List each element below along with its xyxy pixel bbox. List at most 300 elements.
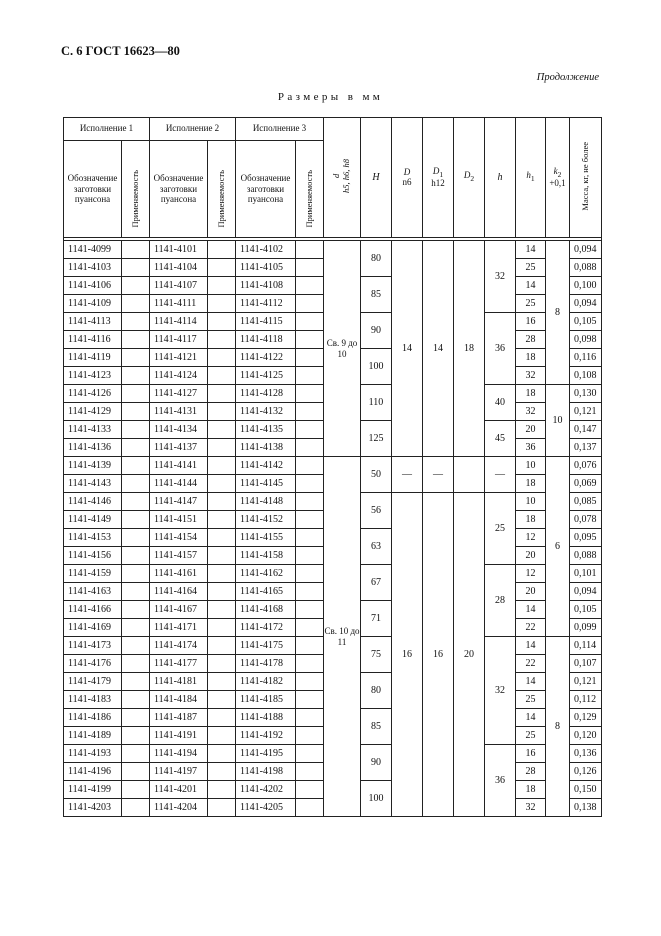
H-value: 125 [361,421,392,457]
applicability-1 [122,403,150,421]
applicability-1 [122,565,150,583]
applicability-3 [296,367,324,385]
h1-value: 25 [516,295,546,313]
d-range: Св. 10 до 11 [324,457,361,817]
k2-value: 8 [546,241,570,385]
designation-3: 1141-4148 [236,493,296,511]
applicability-1 [122,727,150,745]
designation-3: 1141-4118 [236,331,296,349]
designation-1: 1141-4159 [64,565,122,583]
H-value: 50 [361,457,392,493]
applicability-1 [122,763,150,781]
applicability-3 [296,493,324,511]
H-value: 110 [361,385,392,421]
h1-value: 32 [516,799,546,817]
h1-value: 16 [516,313,546,331]
designation-3: 1141-4158 [236,547,296,565]
designation-2: 1141-4184 [150,691,208,709]
applicability-1 [122,799,150,817]
designation-2: 1141-4161 [150,565,208,583]
designation-1: 1141-4183 [64,691,122,709]
designation-3: 1141-4178 [236,655,296,673]
h1-value: 28 [516,331,546,349]
h1-value: 12 [516,529,546,547]
col-d-header: d h5, h6, h8 [324,118,361,238]
mass-value: 0,095 [570,529,602,547]
H-value: 85 [361,277,392,313]
designation-1: 1141-4099 [64,241,122,259]
dimensions-table [63,117,602,817]
mass-value: 0,120 [570,727,602,745]
applicability-2 [208,277,236,295]
designation-3: 1141-4145 [236,475,296,493]
D-value: — [392,457,423,493]
mass-value: 0,121 [570,403,602,421]
h-value: 36 [485,745,516,817]
applicability-3 [296,475,324,493]
applicability-2 [208,259,236,277]
h1-value: 25 [516,727,546,745]
h1-value: 12 [516,565,546,583]
H-value: 100 [361,781,392,817]
applicability-1 [122,637,150,655]
h1-value: 18 [516,385,546,403]
designation-1: 1141-4196 [64,763,122,781]
designation-2: 1141-4164 [150,583,208,601]
mass-value: 0,094 [570,241,602,259]
col-designation-1: Обозначение заготовки пуансона [64,141,122,238]
designation-3: 1141-4135 [236,421,296,439]
mass-value: 0,094 [570,583,602,601]
H-value: 90 [361,313,392,349]
H-value: 56 [361,493,392,529]
D1-value: 14 [423,241,454,457]
designation-3: 1141-4125 [236,367,296,385]
designation-3: 1141-4188 [236,709,296,727]
applicability-3 [296,295,324,313]
applicability-1 [122,295,150,313]
designation-2: 1141-4171 [150,619,208,637]
k2-value: 10 [546,385,570,457]
continuation-label: Продолжение [536,72,599,83]
designation-3: 1141-4175 [236,637,296,655]
D2-value: 18 [454,241,485,457]
applicability-1 [122,493,150,511]
designation-1: 1141-4146 [64,493,122,511]
applicability-3 [296,709,324,727]
applicability-2 [208,691,236,709]
applicability-2 [208,799,236,817]
group-header-row [64,118,602,141]
applicability-2 [208,511,236,529]
col-D2-header: $D_2$ [454,118,485,238]
mass-value: 0,136 [570,745,602,763]
applicability-2 [208,367,236,385]
applicability-2 [208,457,236,475]
designation-2: 1141-4157 [150,547,208,565]
h1-value: 14 [516,601,546,619]
d-range: Св. 9 до 10 [324,241,361,457]
applicability-2 [208,655,236,673]
designation-1: 1141-4163 [64,583,122,601]
col-D1-header: $D_1$ h12 [423,118,454,238]
designation-2: 1141-4177 [150,655,208,673]
h1-value: 18 [516,781,546,799]
applicability-3 [296,619,324,637]
designation-3: 1141-4165 [236,583,296,601]
applicability-2 [208,349,236,367]
designation-3: 1141-4105 [236,259,296,277]
k2-value: 6 [546,457,570,637]
applicability-2 [208,313,236,331]
designation-2: 1141-4111 [150,295,208,313]
h1-value: 10 [516,493,546,511]
applicability-2 [208,673,236,691]
designation-2: 1141-4174 [150,637,208,655]
h1-value: 14 [516,709,546,727]
mass-value: 0,105 [570,313,602,331]
mass-value: 0,138 [570,799,602,817]
applicability-2 [208,583,236,601]
designation-1: 1141-4133 [64,421,122,439]
designation-2: 1141-4194 [150,745,208,763]
applicability-1 [122,583,150,601]
applicability-1 [122,421,150,439]
designation-2: 1141-4131 [150,403,208,421]
H-value: 90 [361,745,392,781]
applicability-3 [296,529,324,547]
designation-1: 1141-4116 [64,331,122,349]
h1-value: 14 [516,277,546,295]
applicability-1 [122,511,150,529]
mass-value: 0,130 [570,385,602,403]
applicability-2 [208,781,236,799]
applicability-3 [296,691,324,709]
designation-1: 1141-4123 [64,367,122,385]
page-title: С. 6 ГОСТ 16623—80 [61,44,180,58]
designation-1: 1141-4169 [64,619,122,637]
h-value: 45 [485,421,516,457]
applicability-2 [208,727,236,745]
h1-value: 18 [516,349,546,367]
designation-3: 1141-4115 [236,313,296,331]
applicability-3 [296,421,324,439]
designation-3: 1141-4162 [236,565,296,583]
designation-1: 1141-4119 [64,349,122,367]
designation-1: 1141-4203 [64,799,122,817]
designation-1: 1141-4156 [64,547,122,565]
h-value: 25 [485,493,516,565]
mass-value: 0,100 [570,277,602,295]
h1-value: 20 [516,583,546,601]
applicability-1 [122,709,150,727]
designation-3: 1141-4205 [236,799,296,817]
designation-1: 1141-4109 [64,295,122,313]
h1-value: 32 [516,403,546,421]
designation-1: 1141-4106 [64,277,122,295]
mass-value: 0,108 [570,367,602,385]
h-value: 36 [485,313,516,385]
designation-1: 1141-4129 [64,403,122,421]
applicability-2 [208,403,236,421]
mass-value: 0,098 [570,331,602,349]
designation-2: 1141-4104 [150,259,208,277]
mass-value: 0,094 [570,295,602,313]
applicability-2 [208,637,236,655]
designation-2: 1141-4181 [150,673,208,691]
designation-2: 1141-4167 [150,601,208,619]
applicability-1 [122,619,150,637]
applicability-1 [122,349,150,367]
applicability-3 [296,313,324,331]
designation-2: 1141-4127 [150,385,208,403]
mass-value: 0,085 [570,493,602,511]
h1-value: 36 [516,439,546,457]
h1-value: 22 [516,619,546,637]
applicability-3 [296,277,324,295]
col-applicability-1: Применяемость [122,141,150,238]
k2-value: 8 [546,637,570,817]
D1-value: — [423,457,454,493]
applicability-2 [208,547,236,565]
designation-3: 1141-4195 [236,745,296,763]
applicability-3 [296,331,324,349]
applicability-3 [296,565,324,583]
mass-value: 0,126 [570,763,602,781]
applicability-2 [208,385,236,403]
applicability-3 [296,799,324,817]
mass-value: 0,088 [570,547,602,565]
applicability-2 [208,619,236,637]
designation-1: 1141-4139 [64,457,122,475]
designation-2: 1141-4201 [150,781,208,799]
designation-3: 1141-4192 [236,727,296,745]
designation-1: 1141-4153 [64,529,122,547]
col-D-header: D n6 [392,118,423,238]
designation-3: 1141-4122 [236,349,296,367]
applicability-1 [122,439,150,457]
H-value: 85 [361,709,392,745]
h1-value: 28 [516,763,546,781]
applicability-3 [296,349,324,367]
designation-2: 1141-4151 [150,511,208,529]
designation-2: 1141-4101 [150,241,208,259]
applicability-2 [208,529,236,547]
applicability-1 [122,313,150,331]
designation-2: 1141-4147 [150,493,208,511]
applicability-1 [122,259,150,277]
designation-2: 1141-4141 [150,457,208,475]
table-row [64,457,602,475]
mass-value: 0,099 [570,619,602,637]
designation-3: 1141-4152 [236,511,296,529]
h1-value: 14 [516,673,546,691]
applicability-3 [296,781,324,799]
mass-value: 0,076 [570,457,602,475]
designation-3: 1141-4198 [236,763,296,781]
applicability-1 [122,331,150,349]
designation-1: 1141-4189 [64,727,122,745]
designation-3: 1141-4132 [236,403,296,421]
D2-value: 20 [454,493,485,817]
H-value: 71 [361,601,392,637]
applicability-3 [296,763,324,781]
designation-3: 1141-4168 [236,601,296,619]
applicability-1 [122,601,150,619]
mass-value: 0,069 [570,475,602,493]
D-value: 14 [392,241,423,457]
designation-3: 1141-4155 [236,529,296,547]
col-h-header: h [485,118,516,238]
mass-value: 0,078 [570,511,602,529]
mass-value: 0,114 [570,637,602,655]
designation-3: 1141-4185 [236,691,296,709]
table-body [64,118,602,817]
h1-value: 20 [516,421,546,439]
designation-3: 1141-4142 [236,457,296,475]
D-value: 16 [392,493,423,817]
designation-2: 1141-4114 [150,313,208,331]
designation-1: 1141-4103 [64,259,122,277]
applicability-1 [122,457,150,475]
designation-1: 1141-4193 [64,745,122,763]
applicability-1 [122,745,150,763]
mass-value: 0,150 [570,781,602,799]
designation-2: 1141-4121 [150,349,208,367]
col-k2-header: $k_2$ +0,1 [546,118,570,238]
h1-value: 25 [516,259,546,277]
designation-2: 1141-4137 [150,439,208,457]
designation-3: 1141-4108 [236,277,296,295]
h1-value: 22 [516,655,546,673]
H-value: 67 [361,565,392,601]
applicability-3 [296,727,324,745]
applicability-1 [122,673,150,691]
h-value: 28 [485,565,516,637]
group-header-2: Исполнение 2 [150,118,236,141]
col-applicability-2: Применяемость [208,141,236,238]
applicability-3 [296,655,324,673]
applicability-1 [122,277,150,295]
designation-1: 1141-4173 [64,637,122,655]
applicability-3 [296,241,324,259]
applicability-1 [122,241,150,259]
h1-value: 20 [516,547,546,565]
h-value: 40 [485,385,516,421]
applicability-3 [296,403,324,421]
designation-2: 1141-4191 [150,727,208,745]
designation-2: 1141-4187 [150,709,208,727]
H-value: 75 [361,637,392,673]
applicability-2 [208,421,236,439]
designation-2: 1141-4107 [150,277,208,295]
group-header-3: Исполнение 3 [236,118,324,141]
mass-value: 0,112 [570,691,602,709]
mass-value: 0,101 [570,565,602,583]
col-h1-header: $h_1$ [516,118,546,238]
mass-value: 0,105 [570,601,602,619]
h-value: 32 [485,637,516,745]
applicability-2 [208,241,236,259]
designation-3: 1141-4202 [236,781,296,799]
designation-1: 1141-4166 [64,601,122,619]
designation-2: 1141-4134 [150,421,208,439]
applicability-2 [208,763,236,781]
applicability-1 [122,691,150,709]
h1-value: 14 [516,637,546,655]
units-caption: Размеры в мм [277,91,384,103]
applicability-2 [208,601,236,619]
applicability-2 [208,493,236,511]
designation-2: 1141-4154 [150,529,208,547]
applicability-1 [122,385,150,403]
mass-value: 0,107 [570,655,602,673]
designation-1: 1141-4186 [64,709,122,727]
table-row [64,241,602,259]
mass-value: 0,088 [570,259,602,277]
h1-value: 10 [516,457,546,475]
designation-2: 1141-4197 [150,763,208,781]
applicability-3 [296,547,324,565]
designation-2: 1141-4204 [150,799,208,817]
mass-value: 0,121 [570,673,602,691]
applicability-1 [122,475,150,493]
designation-3: 1141-4102 [236,241,296,259]
applicability-1 [122,547,150,565]
col-mass-header: Масса, кг, не более [570,118,602,238]
applicability-2 [208,475,236,493]
designation-1: 1141-4136 [64,439,122,457]
h-value: — [485,457,516,493]
applicability-1 [122,781,150,799]
h1-value: 32 [516,367,546,385]
group-header-1: Исполнение 1 [64,118,150,141]
applicability-2 [208,565,236,583]
col-H-header: H [361,118,392,238]
H-value: 80 [361,241,392,277]
mass-value: 0,147 [570,421,602,439]
applicability-1 [122,655,150,673]
applicability-3 [296,673,324,691]
applicability-2 [208,295,236,313]
col-applicability-3: Применяемость [296,141,324,238]
h-value: 32 [485,241,516,313]
applicability-2 [208,439,236,457]
h1-value: 18 [516,511,546,529]
h1-value: 16 [516,745,546,763]
applicability-3 [296,583,324,601]
H-value: 80 [361,673,392,709]
h1-value: 25 [516,691,546,709]
designation-2: 1141-4124 [150,367,208,385]
applicability-3 [296,385,324,403]
designation-1: 1141-4149 [64,511,122,529]
applicability-3 [296,457,324,475]
designation-1: 1141-4199 [64,781,122,799]
designation-1: 1141-4113 [64,313,122,331]
designation-1: 1141-4143 [64,475,122,493]
designation-3: 1141-4128 [236,385,296,403]
h1-value: 18 [516,475,546,493]
applicability-3 [296,637,324,655]
designation-3: 1141-4182 [236,673,296,691]
applicability-2 [208,331,236,349]
designation-3: 1141-4138 [236,439,296,457]
designation-1: 1141-4126 [64,385,122,403]
designation-2: 1141-4144 [150,475,208,493]
applicability-3 [296,259,324,277]
applicability-1 [122,529,150,547]
